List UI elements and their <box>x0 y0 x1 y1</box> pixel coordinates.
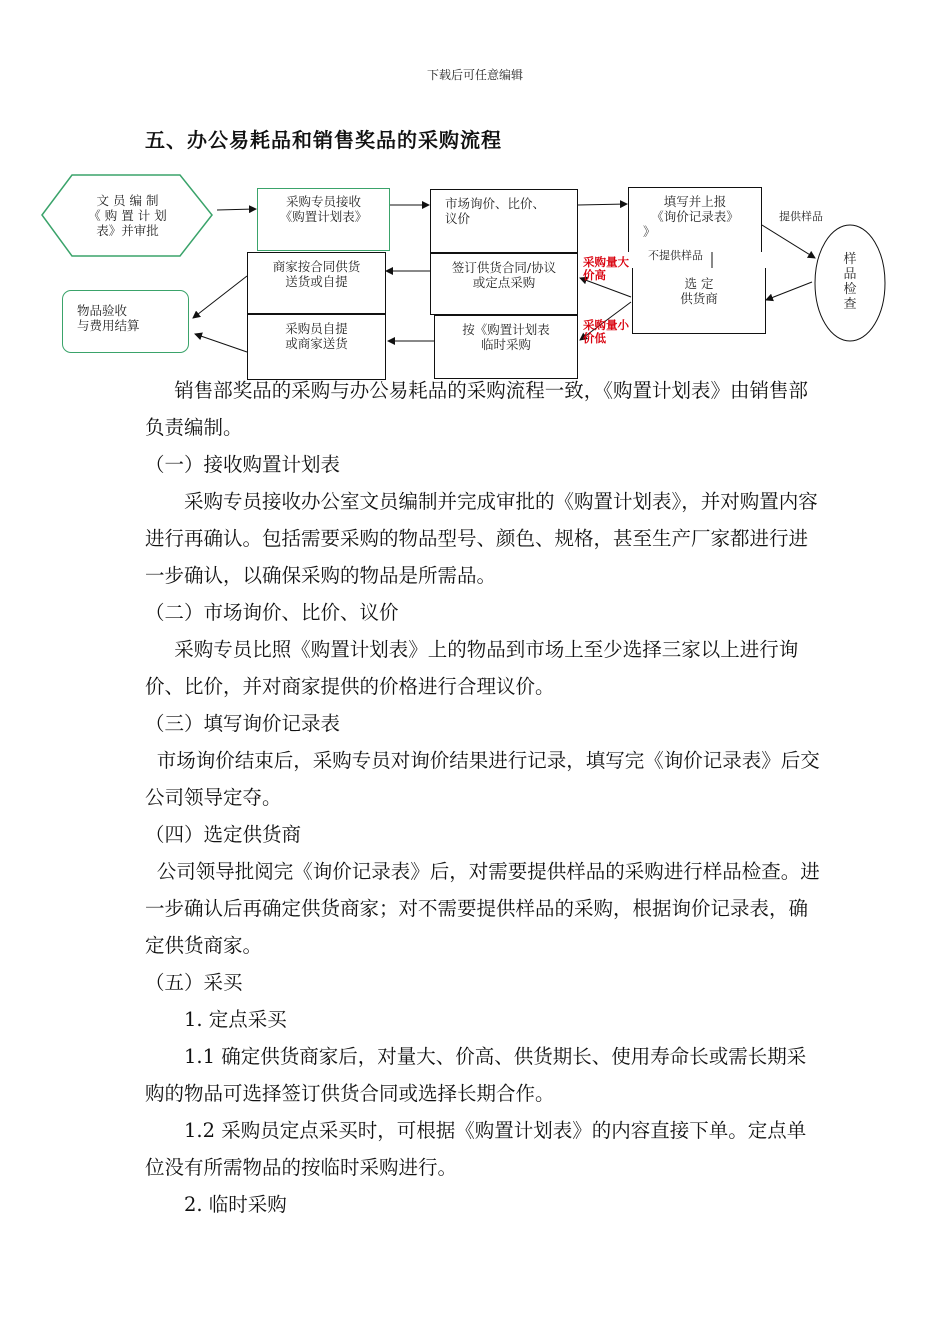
label-no-sample: 不提供样品 <box>648 249 703 262</box>
accept-line-2: 与费用结算 <box>77 318 140 333</box>
temp-line-1: 按《购置计划表 <box>462 322 550 337</box>
paragraph-1-1: 1.1 确定供货商家后，对量大、价高、供货期长、使用寿命长或需长期采购的物品可选择签订供货合同或选择长期合作。 <box>145 1045 807 1105</box>
paragraph-intro: 销售部奖品的采购与办公易耗品的采购流程一致，《购置计划表》由销售部负责编制。 <box>145 379 809 439</box>
arrow-hex-to-b1 <box>217 209 256 210</box>
b3-line-2: 《询价记录表》 <box>651 209 739 224</box>
box-acceptance <box>62 290 189 353</box>
merchant-line-1: 商家按合同供货 <box>272 259 361 274</box>
paragraph-1-2: 1.2 采购员定点采买时，可根据《购置计划表》的内容直接下单。定点单位没有所需物品的按临时采购进行。 <box>145 1119 807 1179</box>
box-temp-purchase <box>434 315 578 379</box>
hex-line-2: 《 购 置 计 划 <box>88 208 167 223</box>
paragraph-3: 市场询价结束后，采购专员对询价结果进行记录，填写完《询价记录表》后交公司领导定夺。 <box>145 749 820 809</box>
red-low-line-1: 采购量小 <box>583 318 629 332</box>
label-provide-sample: 提供样品 <box>779 210 823 223</box>
subheading-fixed-purchase: 1. 定点采买 <box>184 1008 287 1031</box>
accept-line-1: 物品验收 <box>77 303 128 318</box>
hex-line-1: 文 员 编 制 <box>96 193 159 208</box>
sample-char-1: 样 <box>843 252 857 267</box>
arrow-b2-to-b3 <box>578 204 627 205</box>
subheading-temp-purchase: 2. 临时采购 <box>184 1193 287 1216</box>
heading-2: （二）市场询价、比价、议价 <box>145 601 399 624</box>
sample-char-3: 检 <box>843 282 857 297</box>
body-text <box>145 372 825 1223</box>
box-sign-contract <box>430 253 578 315</box>
self-line-1: 采购员自提 <box>285 321 348 336</box>
arrow-sample-to-select <box>766 282 812 300</box>
heading-5: （五）采买 <box>145 971 243 994</box>
paragraph-2: 采购专员比照《购置计划表》上的物品到市场上至少选择三家以上进行询价、比价，并对商家提供的价格进行合理议价。 <box>145 638 799 698</box>
temp-line-2: 临时采购 <box>480 337 531 352</box>
box-merchant-supply <box>247 252 386 314</box>
box-self-pickup <box>247 314 386 380</box>
heading-4: （四）选定供货商 <box>145 823 302 846</box>
merchant-line-2: 送货或自提 <box>285 274 348 289</box>
section-title: 五、办公易耗品和销售奖品的采购流程 <box>145 128 502 152</box>
heading-3: （三）填写询价记录表 <box>145 712 341 735</box>
arrow-merchant-to-accept <box>193 276 247 318</box>
self-line-2: 或商家送货 <box>285 336 348 351</box>
select-line-2: 供货商 <box>680 291 718 306</box>
paragraph-1: 采购专员接收办公室文员编制并完成审批的《购置计划表》，并对购置内容进行再确认。包括需要采购的物品型号、颜色、规格，甚至生产厂家都进行进一步确认，以确保采购的物品是所需品。 <box>145 490 818 587</box>
sample-char-2: 品 <box>843 267 857 282</box>
red-low-line-2: 价低 <box>583 331 606 345</box>
box-fill-record <box>628 187 762 252</box>
b2-line-1: 市场询价、比价、 <box>445 196 546 211</box>
label-high-volume <box>583 256 629 282</box>
sample-check-label <box>826 252 874 322</box>
b3-line-1: 填写并上报 <box>663 194 727 209</box>
red-high-line-1: 采购量大 <box>583 255 629 269</box>
b3-line-3: 》 <box>643 224 656 239</box>
arrow-b3-to-sample <box>762 225 815 258</box>
b2-line-2: 议价 <box>445 211 471 226</box>
hexagon-label <box>70 193 185 243</box>
sample-char-4: 查 <box>843 297 857 312</box>
b1-line-1: 采购专员接收 <box>285 194 361 209</box>
b1-line-2: 《购置计划表》 <box>279 209 368 224</box>
arrow-self-to-accept <box>195 334 247 352</box>
label-low-volume <box>583 319 629 345</box>
red-high-line-2: 价高 <box>583 268 606 282</box>
select-line-1: 选 定 <box>684 276 714 291</box>
box-market-inquiry <box>430 189 578 253</box>
paragraph-4: 公司领导批阅完《询价记录表》后，对需要提供样品的采购进行样品检查。进一步确认后再确定供货商家；对不需要提供样品的采购，根据询价记录表，确定供货商家。 <box>145 860 820 957</box>
box-select-supplier <box>632 268 766 334</box>
contract-line-2: 或定点采购 <box>472 275 536 290</box>
hex-line-3: 表》并审批 <box>96 223 159 238</box>
contract-line-1: 签订供货合同/协议 <box>451 260 557 275</box>
heading-1: （一）接收购置计划表 <box>145 453 341 476</box>
page-header: 下载后可任意编辑 <box>426 68 523 82</box>
box-receive-plan <box>257 188 390 251</box>
